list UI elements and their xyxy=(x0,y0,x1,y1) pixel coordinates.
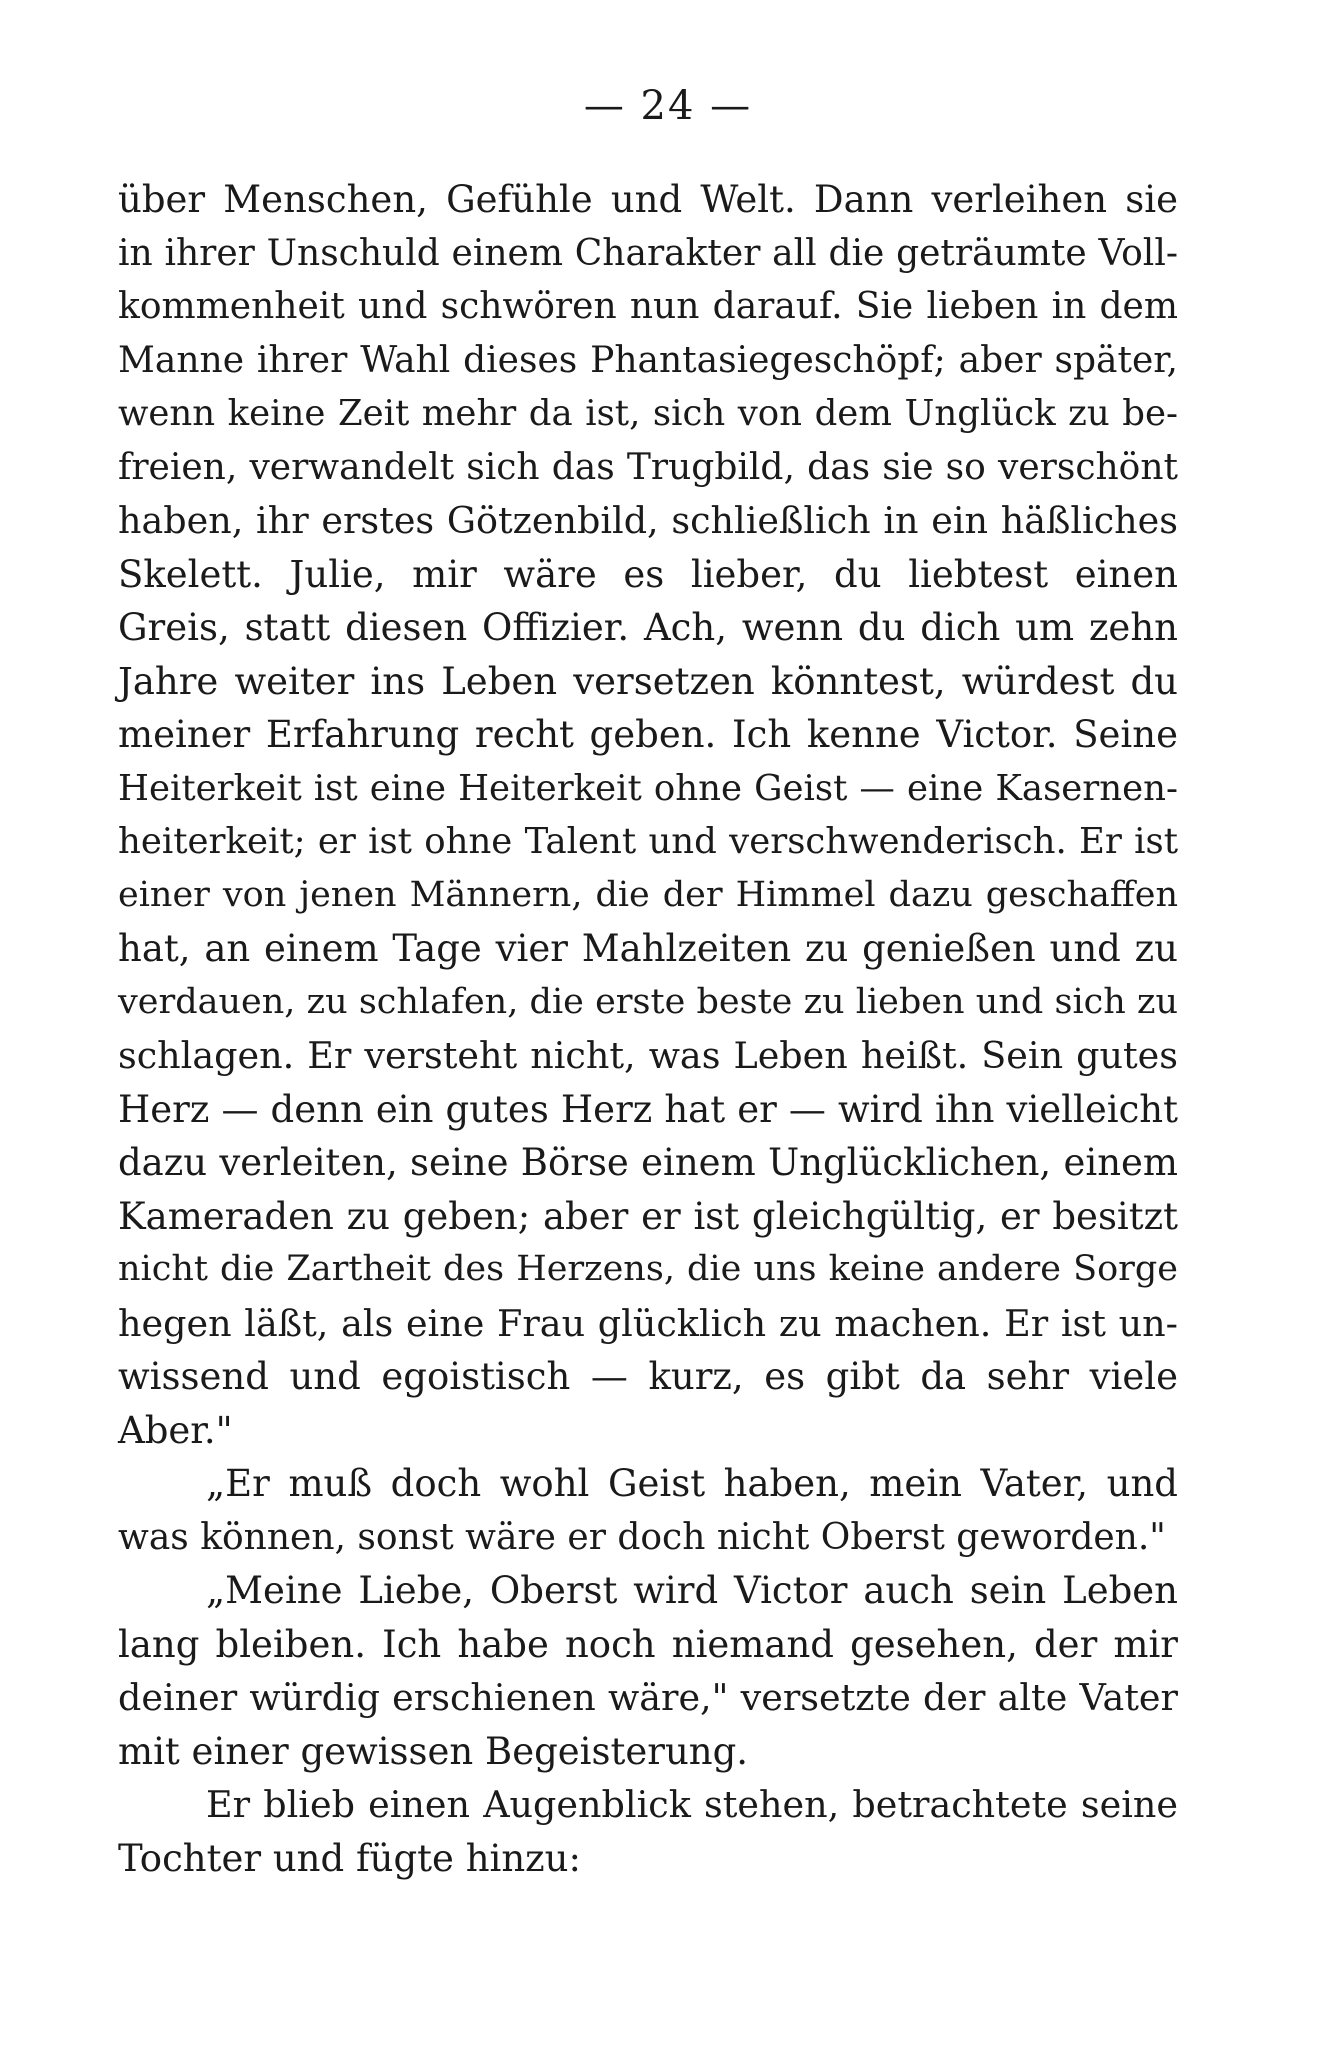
text-line: Jahre weiter ins Leben versetzen könntest, würdest du xyxy=(118,659,1178,703)
text-line: über Menschen, Gefühle und Welt. Dann verleihen sie xyxy=(118,178,1178,221)
text-line: „Meine Liebe, Oberst wird Victor auch sein Leben xyxy=(206,1569,1178,1612)
text-line: wenn keine Zeit mehr da ist, sich von dem Unglück zu be- xyxy=(118,393,1178,434)
text-line: verdauen, zu schlafen, die erste beste zu lieben und sich zu xyxy=(118,981,1178,1022)
text-line: lang bleiben. Ich habe noch niemand gesehen, der mir xyxy=(118,1622,1178,1666)
text-line: meiner Erfahrung recht geben. Ich kenne Victor. Seine xyxy=(118,713,1178,756)
text-line: freien, verwandelt sich das Trugbild, das sie so verschönt xyxy=(118,446,1178,488)
text-line: in ihrer Unschuld einem Charakter all die geträumte Voll- xyxy=(118,232,1178,274)
text-line: Aber." xyxy=(118,1408,233,1452)
text-line: „Er muß doch wohl Geist haben, mein Vater, und xyxy=(206,1462,1178,1505)
text-line: hat, an einem Tage vier Mahlzeiten zu genießen und zu xyxy=(118,927,1178,970)
text-line: deiner würdig erschienen wäre," versetzte der alte Vater xyxy=(118,1676,1178,1719)
text-line: heiterkeit; er ist ohne Talent und verschwenderisch. Er ist xyxy=(118,821,1178,862)
text-line: wissend und egoistisch — kurz, es gibt da sehr viele xyxy=(118,1355,1178,1398)
text-line: Kameraden zu geben; aber er ist gleichgültig, er besitzt xyxy=(118,1194,1178,1238)
text-line: mit einer gewissen Begeisterung. xyxy=(118,1729,749,1773)
text-line: Er blieb einen Augenblick stehen, betrachtete seine xyxy=(206,1783,1178,1826)
body-text xyxy=(118,173,1178,1885)
text-line: kommenheit und schwören nun darauf. Sie lieben in dem xyxy=(118,286,1178,327)
text-line: Herz — denn ein gutes Herz hat er — wird ihn vielleicht xyxy=(118,1087,1178,1131)
text-line: Manne ihrer Wahl dieses Phantasiegeschöpf; aber später, xyxy=(118,339,1178,381)
text-line: nicht die Zartheit des Herzens, die uns keine andere Sorge xyxy=(118,1249,1178,1289)
text-line: haben, ihr erstes Götzenbild, schließlich in ein häßliches xyxy=(118,499,1178,542)
text-line: hegen läßt, als eine Frau glücklich zu machen. Er ist un- xyxy=(118,1301,1178,1345)
text-line: dazu verleiten, seine Börse einem Unglücklichen, einem xyxy=(118,1141,1178,1184)
text-line: einer von jenen Männern, die der Himmel dazu geschaffen xyxy=(118,874,1178,915)
text-line: Greis, statt diesen Offizier. Ach, wenn du dich um zehn xyxy=(118,606,1178,649)
text-line: Heiterkeit ist eine Heiterkeit ohne Geist — eine Kasernen- xyxy=(118,767,1178,809)
text-line: Tochter und fügte hinzu: xyxy=(118,1836,581,1880)
text-line: was können, sonst wäre er doch nicht Oberst geworden." xyxy=(118,1516,1166,1558)
page-number: — 24 — xyxy=(583,83,753,129)
text-line: schlagen. Er versteht nicht, was Leben heißt. Sein gutes xyxy=(118,1034,1178,1077)
text-line: Skelett. Julie, mir wäre es lieber, du liebtest einen xyxy=(118,552,1178,596)
